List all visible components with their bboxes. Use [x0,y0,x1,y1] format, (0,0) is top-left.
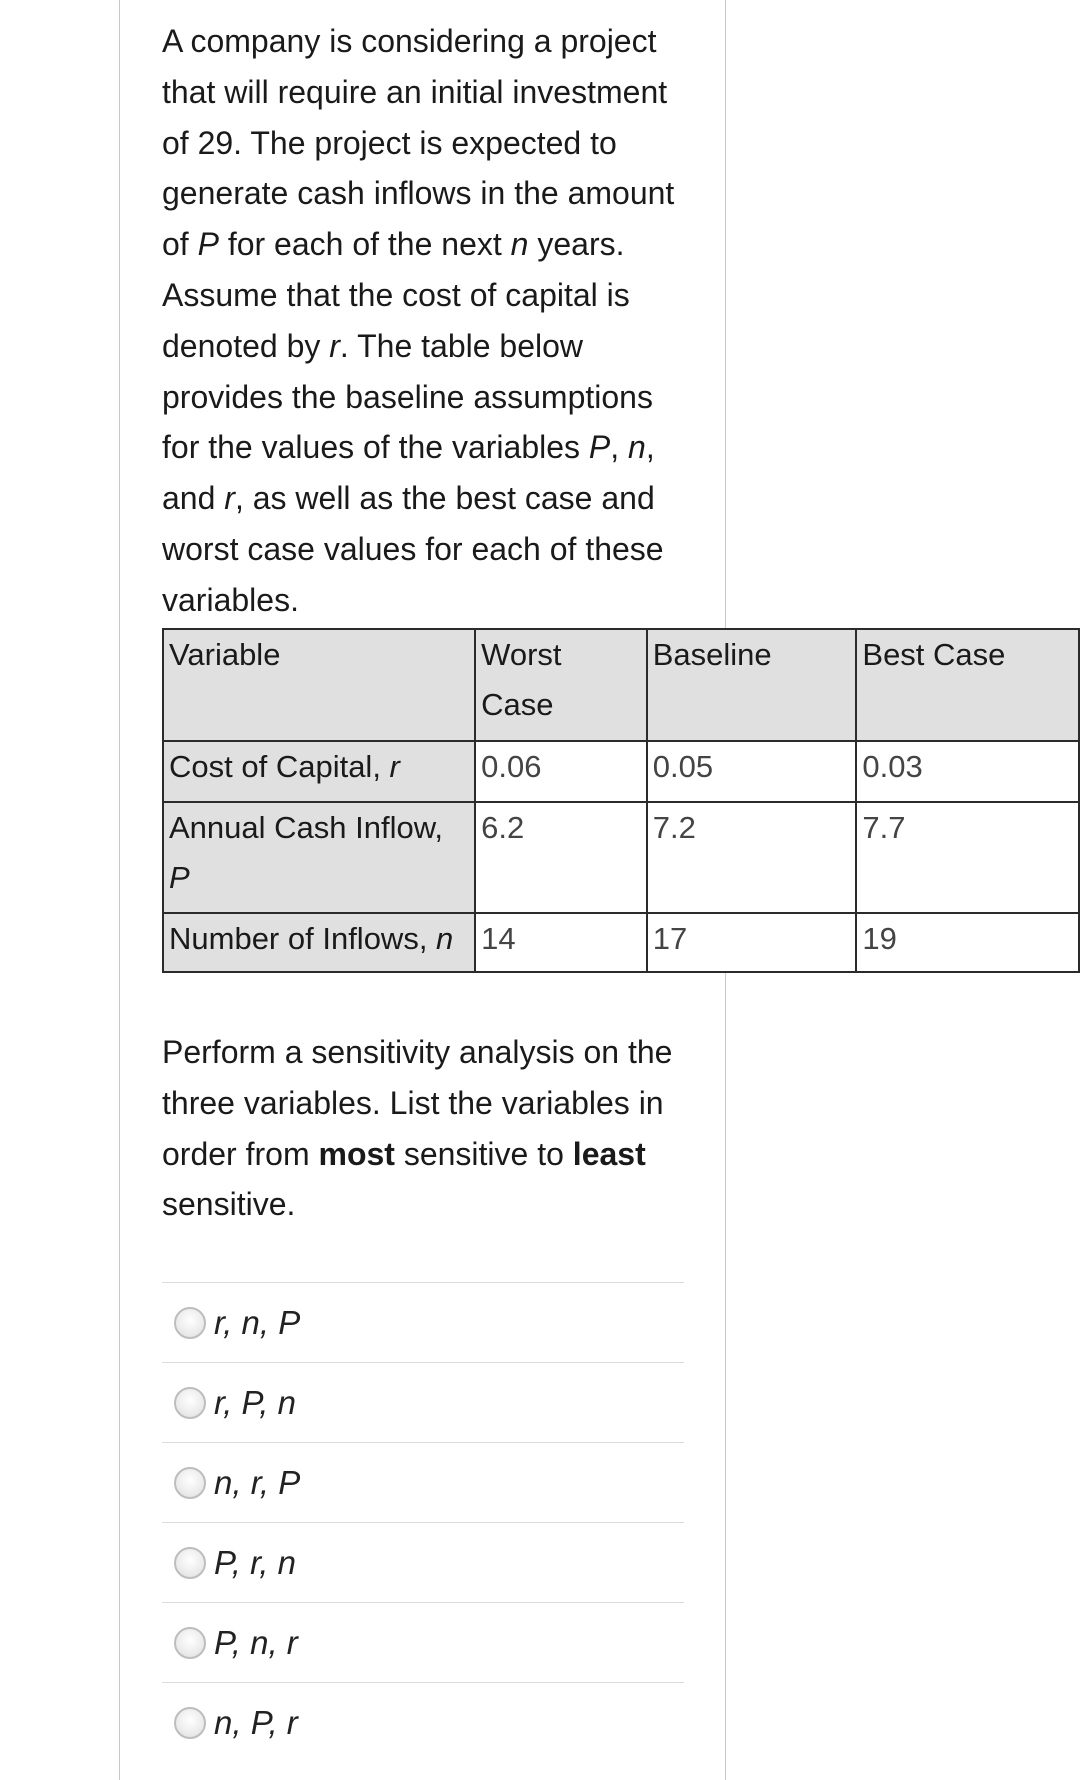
cell-baseline: 7.2 [647,802,857,913]
prompt-paragraph: Perform a sensitivity analysis on the three variables. List the variables in order from most sensitive to least sensitive. [162,1034,673,1223]
option-label: n, P, r [214,1703,298,1741]
option-r-n-p[interactable] [162,1283,684,1363]
answer-options [162,1282,684,1762]
cell-baseline: 0.05 [647,741,857,802]
cell-worst: 14 [475,913,647,972]
cell-worst: 0.06 [475,741,647,802]
sensitivity-table [162,628,1080,973]
cell-worst: 6.2 [475,802,647,913]
option-p-r-n[interactable] [162,1523,684,1603]
option-r-p-n[interactable] [162,1363,684,1443]
radio-button[interactable] [174,1627,206,1659]
option-label: r, P, n [214,1383,296,1421]
table-row [163,802,1079,913]
radio-button[interactable] [174,1707,206,1739]
table-row [163,913,1079,972]
option-label: r, n, P [214,1303,301,1341]
cell-baseline: 17 [647,913,857,972]
header-baseline: Baseline [647,629,857,741]
radio-button[interactable] [174,1307,206,1339]
radio-button[interactable] [174,1467,206,1499]
table-row [163,741,1079,802]
option-label: P, r, n [214,1543,296,1581]
row-label-number-of-inflows: Number of Inflows, n [163,913,475,972]
question-paragraph: A company is considering a project that will require an initial investment of 29. The project is expected to generate cash inflows in the amount of P for each of the next n years. Assume that the cost of capital is denoted by r. The table below provides the baseline assumptions for the values of the variables P, n, and r, as well as the best case and worst case values for each of these variables. [162,23,675,618]
row-label-annual-cash-inflow: Annual Cash Inflow, P [163,802,475,913]
cell-best: 19 [856,913,1079,972]
option-n-p-r[interactable] [162,1683,684,1762]
option-label: P, n, r [214,1623,298,1661]
option-p-n-r[interactable] [162,1603,684,1683]
header-worst-case: Worst Case [475,629,647,741]
prompt-text [162,1027,702,1230]
row-label-cost-of-capital: Cost of Capital, r [163,741,475,802]
radio-button[interactable] [174,1547,206,1579]
header-variable: Variable [163,629,475,741]
table-header-row [163,629,1079,741]
frame-left-border [119,0,120,1780]
cell-best: 7.7 [856,802,1079,913]
cell-best: 0.03 [856,741,1079,802]
option-n-r-p[interactable] [162,1443,684,1523]
header-best-case: Best Case [856,629,1079,741]
question-text [162,16,692,626]
option-label: n, r, P [214,1463,301,1501]
radio-button[interactable] [174,1387,206,1419]
